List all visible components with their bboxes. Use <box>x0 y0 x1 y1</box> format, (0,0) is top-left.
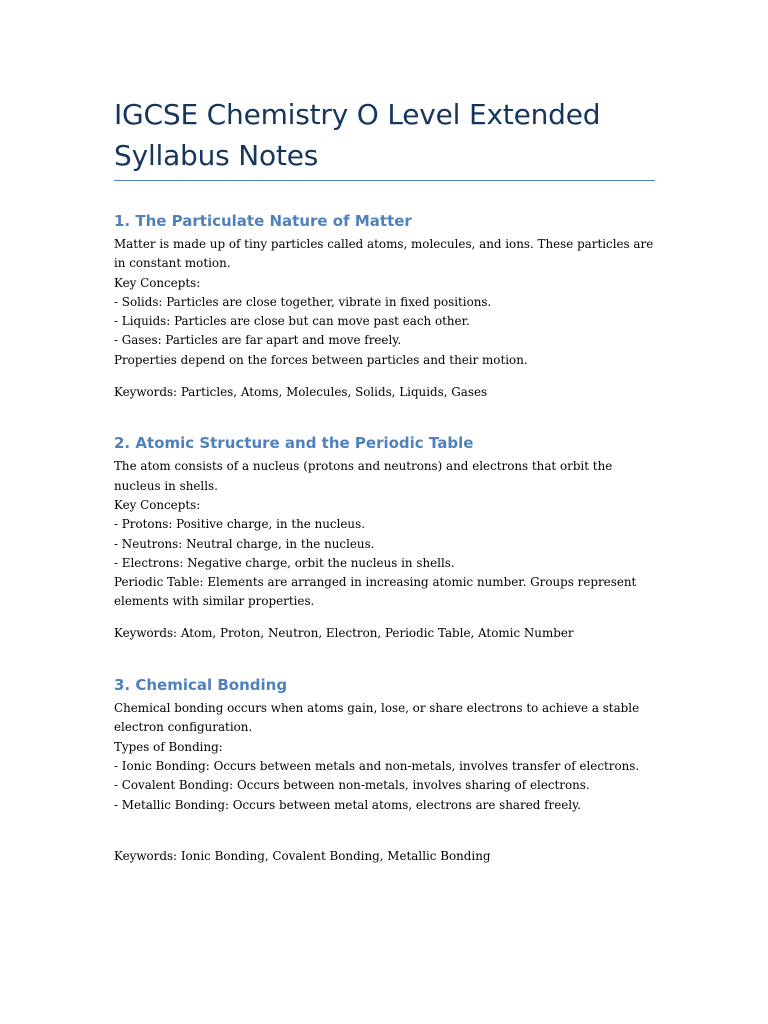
body-line: Key Concepts: <box>114 497 201 512</box>
body-line: - Gases: Particles are far apart and move freely. <box>114 333 402 348</box>
section-keywords: Keywords: Ionic Bonding, Covalent Bonding, Metallic Bonding <box>114 848 491 863</box>
document-title: IGCSE Chemistry O Level Extended Syllabus Notes <box>114 94 655 181</box>
body-line: Matter is made up of tiny particles called atoms, molecules, and ions. These particles are in constant motion. <box>114 237 654 271</box>
body-line: Chemical bonding occurs when atoms gain, lose, or share electrons to achieve a stable electron configuration. <box>114 701 640 735</box>
section-body <box>114 235 659 370</box>
body-line: Key Concepts: <box>114 275 201 290</box>
body-line: - Metallic Bonding: Occurs between metal atoms, electrons are shared freely. <box>114 797 582 812</box>
body-line: - Liquids: Particles are close but can move past each other. <box>114 314 470 329</box>
section-keywords: Keywords: Particles, Atoms, Molecules, Solids, Liquids, Gases <box>114 385 488 400</box>
body-line: Types of Bonding: <box>114 739 223 754</box>
body-line: - Electrons: Negative charge, orbit the nucleus in shells. <box>114 555 455 570</box>
section-keywords: Keywords: Atom, Proton, Neutron, Electron, Periodic Table, Atomic Number <box>114 625 574 640</box>
section-chemical-bonding <box>114 675 654 866</box>
body-line: - Covalent Bonding: Occurs between non-metals, involves sharing of electrons. <box>114 778 590 793</box>
section-body <box>114 457 659 611</box>
body-line: Periodic Table: Elements are arranged in increasing atomic number. Groups represent elements with similar properties. <box>114 575 637 609</box>
body-line: The atom consists of a nucleus (protons and neutrons) and electrons that orbit the nucleus in shells. <box>114 459 613 493</box>
section-particulate-nature <box>114 211 654 402</box>
section-heading: 3. Chemical Bonding <box>114 676 288 695</box>
body-line: - Solids: Particles are close together, vibrate in fixed positions. <box>114 294 492 309</box>
body-line: - Neutrons: Neutral charge, in the nucleus. <box>114 536 375 551</box>
body-line: Properties depend on the forces between particles and their motion. <box>114 352 528 367</box>
body-line: - Ionic Bonding: Occurs between metals and non-metals, involves transfer of electrons. <box>114 758 640 773</box>
section-heading: 1. The Particulate Nature of Matter <box>114 212 412 230</box>
section-heading: 2. Atomic Structure and the Periodic Table <box>114 434 474 453</box>
section-atomic-structure <box>114 433 654 643</box>
body-line: - Protons: Positive charge, in the nucleus. <box>114 517 365 532</box>
section-body <box>114 699 659 815</box>
